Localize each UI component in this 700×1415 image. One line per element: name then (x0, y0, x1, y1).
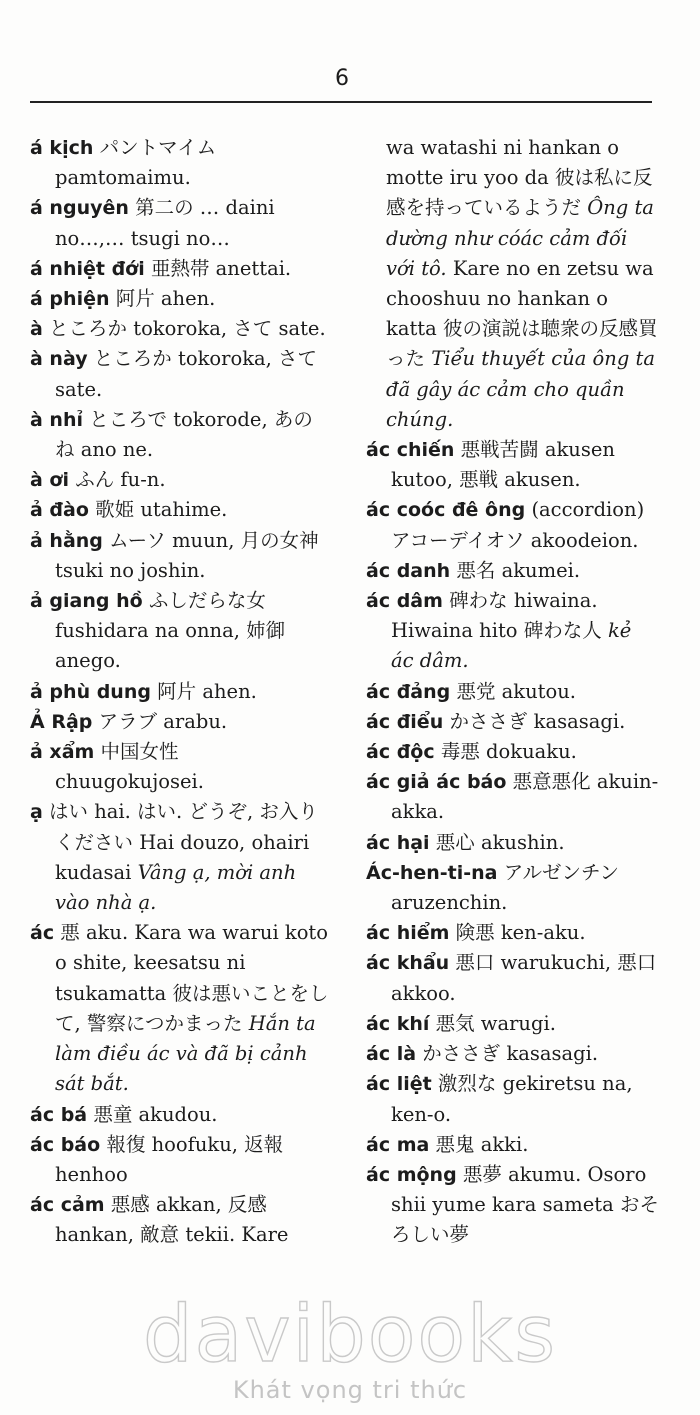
definition: 悪口 warukuchi, 悪口 akkoo. (391, 951, 657, 1005)
headword: Ác-hen-ti-na (366, 861, 498, 884)
vietnamese-example: Hắn ta làm điều ác và đã bị cảnh sát bắt. (55, 1011, 316, 1096)
definition: 亜熱帯 anettai. (150, 256, 292, 280)
headword: Ả Rập (30, 710, 93, 733)
dictionary-entry (366, 586, 660, 677)
left-column (30, 133, 330, 1251)
vietnamese-example: Ông ta dường như cóác cảm đối với tô. (386, 196, 654, 280)
dictionary-entry (366, 948, 660, 1008)
dictionary-entry (366, 556, 660, 586)
dictionary-entry (30, 677, 330, 707)
definition: 悪夢 akumu. Osoro shii yume kara sameta おそろしい夢 (391, 1162, 659, 1247)
definition: ふん fu-n. (75, 468, 166, 492)
definition: アラブ arabu. (98, 709, 228, 733)
definition: 中国女性 chuugokujosei. (55, 740, 204, 794)
dictionary-entry (366, 767, 660, 827)
headword: ác hiểm (366, 922, 450, 945)
dictionary-entry (366, 828, 660, 858)
entry-continuation (366, 133, 660, 435)
dictionary-entry (30, 1100, 330, 1130)
dictionary-entry (366, 495, 660, 555)
vietnamese-example: Vâng ạ, mời anh vào nhà ạ. (55, 860, 297, 915)
definition: 激烈な gekiretsu na, ken-o. (391, 1072, 633, 1126)
definition: 阿片 ahen. (157, 679, 257, 703)
dictionary-entry (30, 193, 330, 253)
definition: 第二の … daini no…,… tsugi no… (55, 196, 275, 250)
headword: ạ (30, 801, 43, 824)
definition: 険悪 ken-aku. (455, 921, 586, 945)
dictionary-entry (30, 797, 330, 918)
headword: ác (30, 922, 55, 945)
headword: á nhiệt đới (30, 257, 145, 280)
watermark-tagline: Khát vọng tri thức (232, 1376, 468, 1404)
definition: ところで tokorode, あのね ano ne. (55, 407, 313, 462)
definition: はい hai. はい. どうぞ, お入りください Hai douzo, ohairi kudasai (49, 800, 318, 884)
headword: ác cảm (30, 1194, 105, 1217)
dictionary-entry (366, 918, 660, 948)
definition: ところか tokoroka, さて sate. (55, 347, 318, 401)
headword: ả xẩm (30, 741, 95, 764)
headword: ác dâm (366, 590, 443, 613)
headword: ác khẩu (366, 952, 450, 975)
dictionary-entry (366, 1160, 660, 1251)
definition: 悪名 akumei. (456, 558, 581, 582)
header-rule (30, 101, 652, 103)
headword: ác mộng (366, 1163, 457, 1186)
headword: ác ma (366, 1133, 430, 1156)
headword: à này (30, 348, 88, 371)
headword: ác giả ác báo (366, 771, 507, 794)
page-number: 6 (335, 66, 349, 91)
dictionary-entry (30, 284, 330, 314)
headword: ác báo (30, 1133, 101, 1156)
headword: ả đào (30, 499, 89, 522)
dictionary-entry (366, 1130, 660, 1160)
dictionary-entry (30, 526, 330, 586)
dictionary-entry (30, 707, 330, 737)
definition: 悪感 akkan, 反感 hankan, 敵意 tekii. Kare (55, 1193, 289, 1247)
continuation-text: Kare no en zetsu wa chooshuu no hankan o katta 彼の演説は聴衆の反感買った (386, 256, 658, 371)
dictionary-entry (366, 435, 660, 495)
headword: ác liệt (366, 1073, 432, 1096)
vietnamese-example: kẻ ác dâm. (391, 619, 632, 673)
dictionary-entry (30, 344, 330, 404)
dictionary-entry (30, 405, 330, 465)
definition: かささぎ kasasagi. (422, 1042, 599, 1066)
definition: かささぎ kasasagi. (449, 709, 626, 733)
vietnamese-example: Tiểu thuyết của ông ta đã gây ác cảm cho quần chúng. (386, 347, 655, 431)
definition: ところか tokoroka, さて sate. (49, 317, 326, 341)
dictionary-entry (366, 1009, 660, 1039)
definition: 阿片 ahen. (115, 287, 216, 311)
definition: 悪鬼 akki. (435, 1132, 529, 1156)
definition: 毒悪 dokuaku. (440, 740, 577, 764)
continuation-text: wa watashi ni hankan o motte iru yoo da 彼は私に反感を持っているようだ (386, 136, 653, 220)
headword: ác độc (366, 741, 435, 764)
dictionary-entry (30, 133, 330, 193)
definition: 悪童 akudou. (93, 1102, 218, 1126)
dictionary-entry (30, 495, 330, 525)
definition: 悪 aku. Kara wa warui koto o shite, keesatsu ni tsukamatta 彼は悪いことをして, 警察につかまった (55, 921, 329, 1035)
definition: 悪意悪化 akuin-akka. (391, 770, 659, 824)
dictionary-entry (366, 858, 660, 918)
headword: à ơi (30, 469, 70, 492)
headword: ác đảng (366, 680, 451, 703)
definition: アルゼンチン aruzenchin. (391, 860, 619, 915)
headword: ác là (366, 1043, 417, 1066)
dictionary-entry (366, 677, 660, 707)
definition: 悪気 warugi. (435, 1011, 556, 1035)
dictionary-entry (366, 737, 660, 767)
headword: á phiện (30, 288, 110, 311)
definition: 悪心 akushin. (435, 830, 565, 854)
headword: ác khí (366, 1012, 430, 1035)
dictionary-entry (366, 1069, 660, 1129)
definition: 碑わな hiwaina. Hiwaina hito 碑わな人 (391, 589, 602, 643)
headword: ác danh (366, 559, 451, 582)
definition: ふしだらな女 fushidara na onna, 姉御 anego. (55, 589, 286, 673)
definition: 悪戦苦闘 akusen kutoo, 悪戦 akusen. (391, 438, 615, 492)
dictionary-entry (30, 1190, 330, 1250)
dictionary-entry (30, 254, 330, 284)
headword: á nguyên (30, 197, 129, 220)
headword: ác hại (366, 831, 430, 854)
dictionary-entry (30, 586, 330, 677)
dictionary-entry (366, 707, 660, 737)
dictionary-entry (30, 314, 330, 344)
headword: à (30, 318, 43, 341)
headword: ác bá (30, 1103, 88, 1126)
dictionary-entry (30, 918, 330, 1099)
definition: ムーソ muun, 月の女神 tsuki no joshin. (55, 528, 319, 582)
dictionary-entry (366, 1039, 660, 1069)
headword: ả phù dung (30, 680, 151, 703)
definition: パントマイム pamtomaimu. (55, 136, 217, 190)
definition: 歌姫 utahime. (95, 498, 228, 522)
headword: à nhỉ (30, 408, 84, 431)
headword: ả hằng (30, 529, 103, 552)
dictionary-entry (30, 737, 330, 797)
dictionary-entry (30, 1130, 330, 1190)
headword: á kịch (30, 137, 94, 159)
watermark-brand: davibooks (143, 1290, 557, 1380)
definition: 悪党 akutou. (456, 679, 576, 703)
headword: ác chiến (366, 439, 455, 462)
definition: (accordion) アコーデイオソ akoodeion. (391, 498, 645, 552)
right-column (366, 133, 660, 1251)
definition: 報復 hoofuku, 返報 henhoo (55, 1132, 284, 1186)
headword: ả giang hồ (30, 590, 143, 613)
dictionary-entry (30, 465, 330, 495)
headword: ác điểu (366, 710, 444, 733)
headword: ác coóc đê ông (366, 499, 526, 522)
